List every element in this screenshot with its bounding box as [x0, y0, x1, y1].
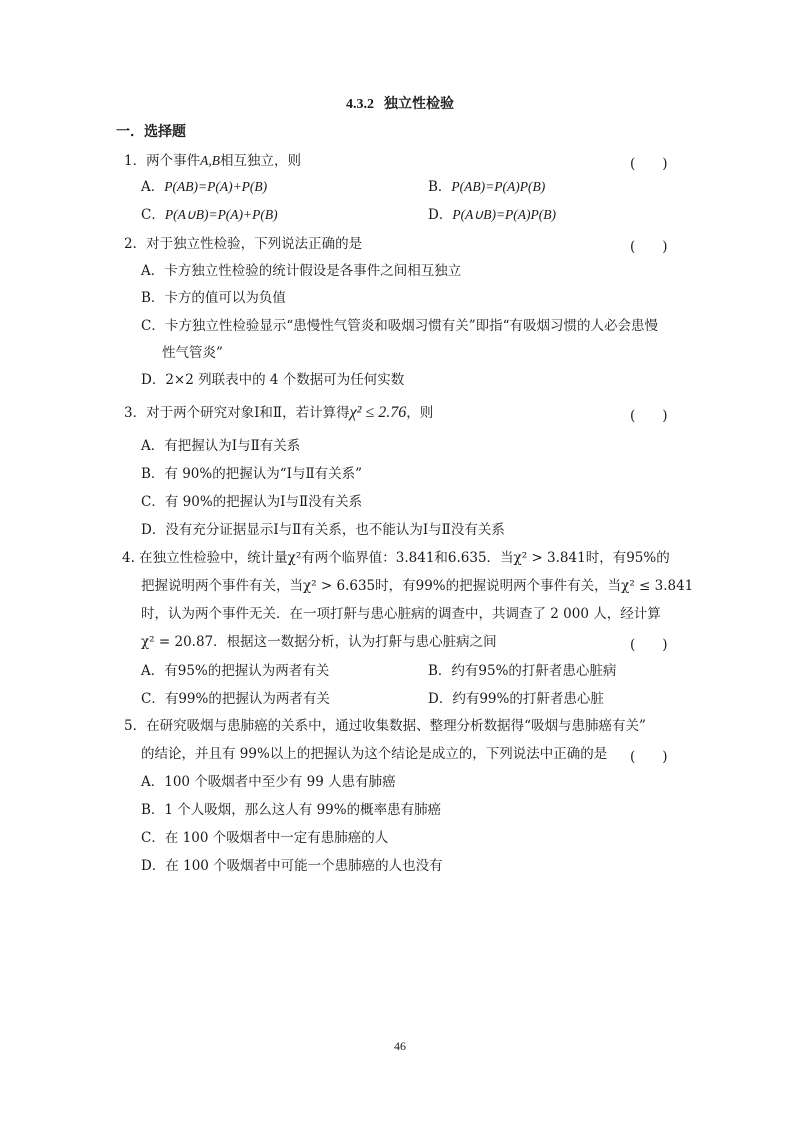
question-4-option-b: B．约有95%的打鼾者患心脏病 [428, 663, 617, 679]
question-2-option-c: C．卡方独立性检验显示“患慢性气管炎和吸烟习惯有关”即指“有吸烟习惯的人必会患慢 [141, 318, 659, 334]
question-5-option-d: D．在 100 个吸烟者中可能一个患肺癌的人也没有 [141, 858, 443, 874]
question-4-line-3: 时，认为两个事件无关．在一项打鼾与患心脏病的调查中，共调查了 2 000 人，经计算 [141, 606, 661, 622]
question-1-stem: 1．两个事件A,B相互独立，则 [124, 153, 301, 169]
question-2-stem: 2．对于独立性检验，下列说法正确的是 [124, 236, 363, 252]
question-3-option-d: D．没有充分证据显示Ⅰ与Ⅱ有关系，也不能认为Ⅰ与Ⅱ没有关系 [141, 522, 505, 538]
question-3-option-a: A．有把握认为Ⅰ与Ⅱ有关系 [141, 438, 301, 454]
answer-blank-3: ( ) [630, 408, 668, 424]
question-4-line-2: 把握说明两个事件有关，当χ² > 6.635时，有99%的把握说明两个事件有关，当χ² ≤ 3.841 [141, 578, 694, 594]
question-2-option-b: B．卡方的值可以为负值 [141, 290, 286, 306]
answer-blank-4: ( ) [630, 637, 668, 653]
answer-blank-5: ( ) [630, 749, 668, 765]
title-text: 独立性检验 [384, 96, 454, 112]
question-3-option-b: B．有 90%的把握认为“Ⅰ与Ⅱ有关系” [141, 466, 363, 482]
section-heading: 一．选择题 [116, 124, 186, 140]
question-3-stem: 3．对于两个研究对象Ⅰ和Ⅱ，若计算得χ² ≤ 2.76，则 [124, 404, 434, 421]
section-number: 4.3.2 [346, 97, 374, 112]
question-5-option-a: A．100 个吸烟者中至少有 99 人患有肺癌 [141, 774, 396, 790]
page-number: 46 [394, 1039, 406, 1053]
question-4-option-c: C．有99%的把握认为两者有关 [141, 691, 330, 707]
question-5-option-b: B．1 个人吸烟，那么这人有 99%的概率患有肺癌 [141, 802, 442, 818]
question-5-line-1: 5．在研究吸烟与患肺癌的关系中，通过收集数据、整理分析数据得“吸烟与患肺癌有关” [124, 718, 646, 734]
question-4-option-d: D．约有99%的打鼾者患心脏 [428, 691, 604, 707]
answer-blank-1: ( ) [630, 156, 668, 172]
question-2-option-a: A．卡方独立性检验的统计假设是各事件之间相互独立 [141, 263, 462, 279]
question-4-option-a: A．有95%的把握认为两者有关 [141, 663, 330, 679]
question-5-line-2: 的结论，并且有 99%以上的把握认为这个结论是成立的，下列说法中正确的是 [141, 746, 608, 762]
question-4-line-4: χ² = 20.87．根据这一数据分析，认为打鼾与患心脏病之间 [141, 634, 497, 650]
question-1-option-b: B．P(AB)=P(A)P(B) [428, 179, 546, 195]
answer-blank-2: ( ) [630, 239, 668, 255]
question-1-option-c: C．P(A∪B)=P(A)+P(B) [141, 207, 278, 223]
question-5-option-c: C．在 100 个吸烟者中一定有患肺癌的人 [141, 830, 389, 846]
question-1-option-a: A．P(AB)=P(A)+P(B) [141, 179, 268, 195]
question-1-option-d: D．P(A∪B)=P(A)P(B) [428, 207, 557, 223]
question-3-option-c: C．有 90%的把握认为Ⅰ与Ⅱ没有关系 [141, 494, 363, 510]
question-4-line-1: 4. 在独立性检验中，统计量χ²有两个临界值：3.841和6.635．当χ² > 3.841时，有95%的 [122, 550, 670, 566]
question-2-option-d: D．2×2 列联表中的 4 个数据可为任何实数 [141, 372, 405, 388]
page-title [0, 93, 800, 113]
question-2-option-c-continued: 性气管炎” [162, 345, 223, 361]
